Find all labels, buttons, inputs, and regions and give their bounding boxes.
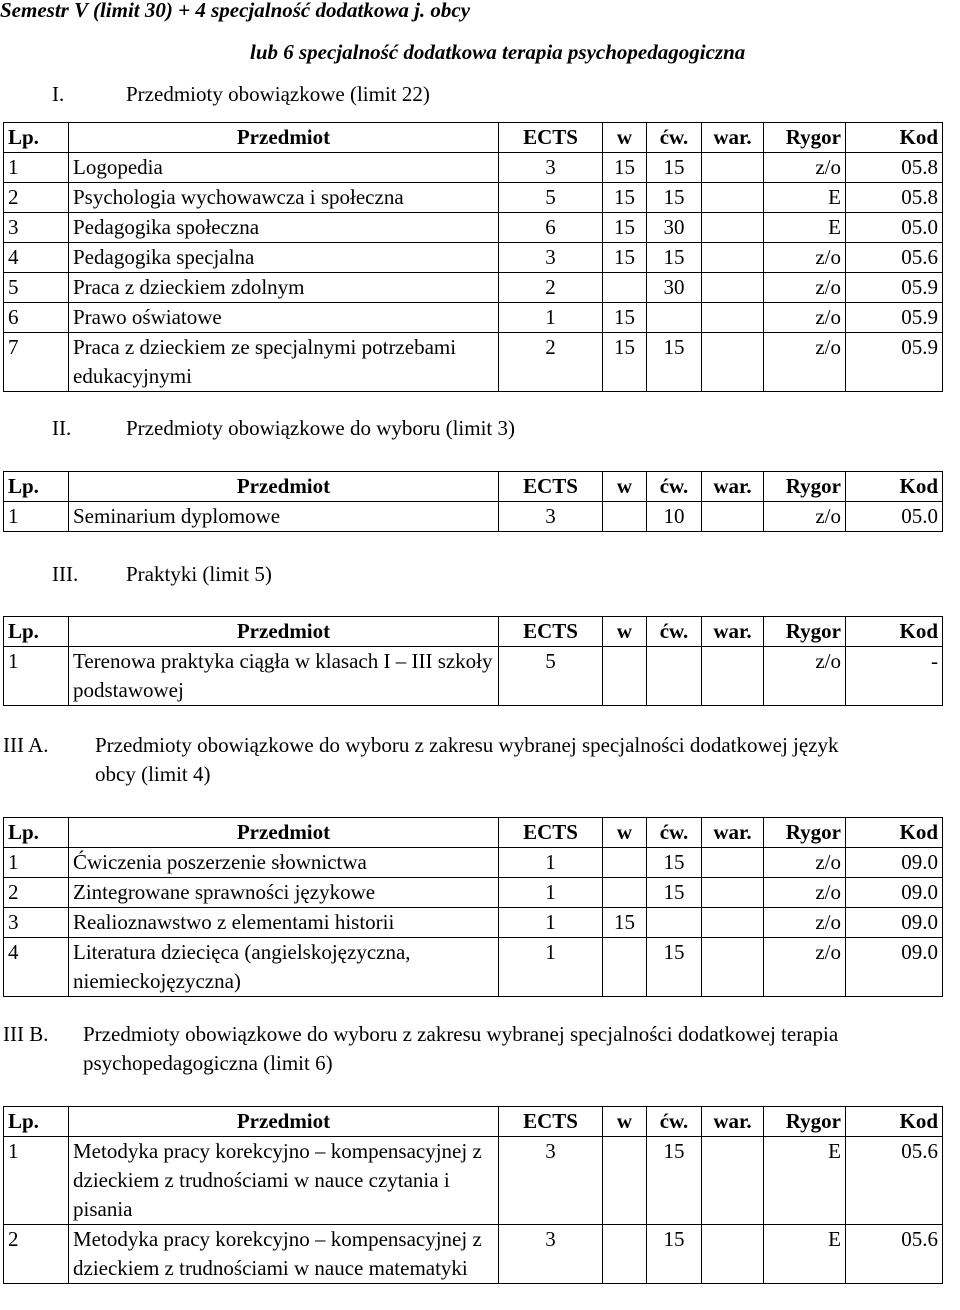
cell-subject: Pedagogika społeczna	[69, 213, 499, 243]
cell-ects: 3	[499, 1137, 603, 1225]
cell-assessment: z/o	[764, 333, 846, 392]
cell-lp: 1	[4, 647, 69, 706]
cell-lecture	[603, 273, 647, 303]
header-subject: Przedmiot	[69, 617, 499, 647]
section-number: I.	[52, 82, 65, 106]
cell-subject: Seminarium dyplomowe	[69, 502, 499, 532]
header-assessment: Rygor	[764, 472, 846, 502]
cell-code: 05.6	[846, 243, 943, 273]
cell-subject: Pedagogika specjalna	[69, 243, 499, 273]
cell-ects: 1	[499, 878, 603, 908]
cell-assessment: z/o	[764, 848, 846, 878]
cell-assessment: z/o	[764, 502, 846, 532]
cell-lp: 2	[4, 183, 69, 213]
cell-exercise	[647, 303, 702, 333]
header-ects: ECTS	[499, 818, 603, 848]
cell-lp: 1	[4, 153, 69, 183]
cell-code: 05.9	[846, 333, 943, 392]
cell-assessment: E	[764, 1137, 846, 1225]
header-exercise: ćw.	[647, 818, 702, 848]
header-code: Kod	[846, 1107, 943, 1137]
cell-workshop	[702, 303, 764, 333]
header-subject: Przedmiot	[69, 472, 499, 502]
header-lp: Lp.	[4, 472, 69, 502]
cell-code: -	[846, 647, 943, 706]
cell-lp: 4	[4, 938, 69, 997]
cell-assessment: z/o	[764, 273, 846, 303]
cell-lecture: 15	[603, 303, 647, 333]
cell-exercise: 15	[647, 848, 702, 878]
section-title: Przedmioty obowiązkowe do wyboru z zakresu wybranej specjalności dodatkowej terapia psychopedagogiczna (limit 6)	[83, 1022, 839, 1075]
cell-ects: 1	[499, 303, 603, 333]
cell-lp: 7	[4, 333, 69, 392]
section-title: Przedmioty obowiązkowe do wyboru z zakresu wybranej specjalności dodatkowej język obcy (limit 4)	[95, 733, 839, 786]
header-subject: Przedmiot	[69, 1107, 499, 1137]
cell-lp: 3	[4, 908, 69, 938]
cell-exercise: 15	[647, 878, 702, 908]
section-3a-heading	[3, 731, 903, 786]
cell-lp: 6	[4, 303, 69, 333]
cell-code: 09.0	[846, 848, 943, 878]
section-number: III B.	[3, 1022, 49, 1046]
cell-lp: 2	[4, 1225, 69, 1284]
cell-code: 05.0	[846, 502, 943, 532]
cell-exercise: 30	[647, 213, 702, 243]
table-row	[4, 647, 943, 706]
cell-subject: Prawo oświatowe	[69, 303, 499, 333]
header-code: Kod	[846, 818, 943, 848]
cell-exercise: 15	[647, 1225, 702, 1284]
cell-subject: Psychologia wychowawcza i społeczna	[69, 183, 499, 213]
header-lp: Lp.	[4, 818, 69, 848]
cell-ects: 3	[499, 1225, 603, 1284]
semester-subtitle: lub 6 specjalność dodatkowa terapia psychopedagogiczna	[250, 40, 746, 64]
section-3-heading	[52, 560, 272, 589]
cell-lp: 1	[4, 1137, 69, 1225]
cell-workshop	[702, 213, 764, 243]
header-exercise: ćw.	[647, 123, 702, 153]
cell-lecture: 15	[603, 908, 647, 938]
section-1-heading	[52, 80, 430, 109]
cell-code: 09.0	[846, 908, 943, 938]
table-header-row	[4, 123, 943, 153]
header-code: Kod	[846, 123, 943, 153]
header-lp: Lp.	[4, 1107, 69, 1137]
header-workshop: war.	[702, 472, 764, 502]
cell-code: 05.6	[846, 1225, 943, 1284]
header-lecture: w	[603, 472, 647, 502]
cell-subject: Literatura dziecięca (angielskojęzyczna, niemieckojęzyczna)	[69, 938, 499, 997]
table-row	[4, 303, 943, 333]
cell-assessment: z/o	[764, 908, 846, 938]
table-row	[4, 273, 943, 303]
table-row	[4, 848, 943, 878]
cell-lecture	[603, 878, 647, 908]
cell-subject: Zintegrowane sprawności językowe	[69, 878, 499, 908]
header-exercise: ćw.	[647, 617, 702, 647]
cell-workshop	[702, 1225, 764, 1284]
header-ects: ECTS	[499, 123, 603, 153]
cell-exercise: 15	[647, 333, 702, 392]
header-ects: ECTS	[499, 617, 603, 647]
cell-workshop	[702, 273, 764, 303]
cell-workshop	[702, 878, 764, 908]
cell-assessment: z/o	[764, 303, 846, 333]
section-title: Praktyki (limit 5)	[126, 562, 272, 586]
cell-lecture	[603, 938, 647, 997]
header-lp: Lp.	[4, 123, 69, 153]
section-2-heading	[52, 414, 516, 443]
cell-exercise: 15	[647, 183, 702, 213]
cell-assessment: z/o	[764, 938, 846, 997]
header-lp: Lp.	[4, 617, 69, 647]
header-lecture: w	[603, 123, 647, 153]
cell-workshop	[702, 848, 764, 878]
table-section-3b	[3, 1106, 943, 1284]
table-row	[4, 333, 943, 392]
section-title: Przedmioty obowiązkowe (limit 22)	[126, 82, 430, 106]
cell-exercise	[647, 908, 702, 938]
header-assessment: Rygor	[764, 818, 846, 848]
cell-ects: 2	[499, 273, 603, 303]
table-section-3	[3, 616, 943, 706]
table-header-row	[4, 1107, 943, 1137]
cell-workshop	[702, 333, 764, 392]
table-section-2	[3, 471, 943, 532]
cell-exercise: 15	[647, 938, 702, 997]
table-row	[4, 213, 943, 243]
header-assessment: Rygor	[764, 617, 846, 647]
cell-ects: 6	[499, 213, 603, 243]
cell-lecture	[603, 1137, 647, 1225]
cell-lecture: 15	[603, 183, 647, 213]
section-title: Przedmioty obowiązkowe do wyboru (limit 3)	[126, 416, 516, 440]
header-lecture: w	[603, 1107, 647, 1137]
cell-code: 05.0	[846, 213, 943, 243]
cell-workshop	[702, 938, 764, 997]
cell-assessment: z/o	[764, 153, 846, 183]
cell-code: 05.9	[846, 273, 943, 303]
section-number: III.	[52, 562, 79, 586]
cell-lecture: 15	[603, 333, 647, 392]
cell-exercise: 15	[647, 153, 702, 183]
cell-subject: Metodyka pracy korekcyjno – kompensacyjnej z dzieckiem z trudnościami w nauce matematyki	[69, 1225, 499, 1284]
cell-workshop	[702, 183, 764, 213]
cell-assessment: z/o	[764, 647, 846, 706]
cell-lecture	[603, 1225, 647, 1284]
cell-lp: 3	[4, 213, 69, 243]
cell-ects: 1	[499, 938, 603, 997]
header-assessment: Rygor	[764, 123, 846, 153]
table-section-3a	[3, 817, 943, 997]
cell-exercise: 10	[647, 502, 702, 532]
cell-workshop	[702, 243, 764, 273]
table-header-row	[4, 617, 943, 647]
header-workshop: war.	[702, 123, 764, 153]
cell-lecture: 15	[603, 243, 647, 273]
cell-lecture: 15	[603, 213, 647, 243]
cell-subject: Terenowa praktyka ciągła w klasach I – III szkoły podstawowej	[69, 647, 499, 706]
table-section-1	[3, 122, 943, 392]
header-subject: Przedmiot	[69, 818, 499, 848]
cell-assessment: E	[764, 1225, 846, 1284]
cell-code: 05.6	[846, 1137, 943, 1225]
cell-assessment: z/o	[764, 243, 846, 273]
cell-exercise: 30	[647, 273, 702, 303]
cell-ects: 5	[499, 647, 603, 706]
cell-lp: 2	[4, 878, 69, 908]
header-workshop: war.	[702, 818, 764, 848]
cell-subject: Metodyka pracy korekcyjno – kompensacyjnej z dzieckiem z trudnościami w nauce czytania i pisania	[69, 1137, 499, 1225]
cell-lp: 5	[4, 273, 69, 303]
table-row	[4, 502, 943, 532]
cell-ects: 1	[499, 908, 603, 938]
table-row	[4, 1137, 943, 1225]
semester-title: Semestr V (limit 30) + 4 specjalność dodatkowa j. obcy	[0, 0, 471, 22]
table-header-row	[4, 472, 943, 502]
header-ects: ECTS	[499, 1107, 603, 1137]
cell-subject: Ćwiczenia poszerzenie słownictwa	[69, 848, 499, 878]
cell-assessment: z/o	[764, 878, 846, 908]
section-3b-heading	[3, 1020, 953, 1075]
cell-ects: 3	[499, 153, 603, 183]
table-header-row	[4, 818, 943, 848]
table-row	[4, 878, 943, 908]
table-row	[4, 1225, 943, 1284]
header-subject: Przedmiot	[69, 123, 499, 153]
cell-workshop	[702, 908, 764, 938]
cell-workshop	[702, 647, 764, 706]
cell-ects: 1	[499, 848, 603, 878]
cell-exercise	[647, 647, 702, 706]
cell-ects: 3	[499, 243, 603, 273]
header-exercise: ćw.	[647, 1107, 702, 1137]
cell-workshop	[702, 153, 764, 183]
cell-lecture: 15	[603, 153, 647, 183]
header-code: Kod	[846, 617, 943, 647]
header-lecture: w	[603, 818, 647, 848]
header-code: Kod	[846, 472, 943, 502]
cell-exercise: 15	[647, 243, 702, 273]
header-exercise: ćw.	[647, 472, 702, 502]
cell-code: 05.9	[846, 303, 943, 333]
header-lecture: w	[603, 617, 647, 647]
table-row	[4, 183, 943, 213]
cell-assessment: E	[764, 183, 846, 213]
cell-code: 09.0	[846, 938, 943, 997]
cell-workshop	[702, 1137, 764, 1225]
cell-code: 05.8	[846, 183, 943, 213]
cell-lp: 4	[4, 243, 69, 273]
cell-lp: 1	[4, 848, 69, 878]
cell-subject: Praca z dzieckiem zdolnym	[69, 273, 499, 303]
cell-lecture	[603, 848, 647, 878]
section-number: II.	[52, 416, 72, 440]
table-row	[4, 938, 943, 997]
table-row	[4, 908, 943, 938]
cell-lecture	[603, 502, 647, 532]
cell-ects: 3	[499, 502, 603, 532]
cell-subject: Logopedia	[69, 153, 499, 183]
table-row	[4, 153, 943, 183]
cell-ects: 2	[499, 333, 603, 392]
cell-subject: Praca z dzieckiem ze specjalnymi potrzebami edukacyjnymi	[69, 333, 499, 392]
cell-assessment: E	[764, 213, 846, 243]
header-assessment: Rygor	[764, 1107, 846, 1137]
cell-code: 05.8	[846, 153, 943, 183]
header-workshop: war.	[702, 1107, 764, 1137]
cell-exercise: 15	[647, 1137, 702, 1225]
header-ects: ECTS	[499, 472, 603, 502]
cell-lecture	[603, 647, 647, 706]
cell-workshop	[702, 502, 764, 532]
table-row	[4, 243, 943, 273]
cell-subject: Realioznawstwo z elementami historii	[69, 908, 499, 938]
cell-ects: 5	[499, 183, 603, 213]
section-number: III A.	[3, 733, 49, 757]
header-workshop: war.	[702, 617, 764, 647]
cell-code: 09.0	[846, 878, 943, 908]
cell-lp: 1	[4, 502, 69, 532]
